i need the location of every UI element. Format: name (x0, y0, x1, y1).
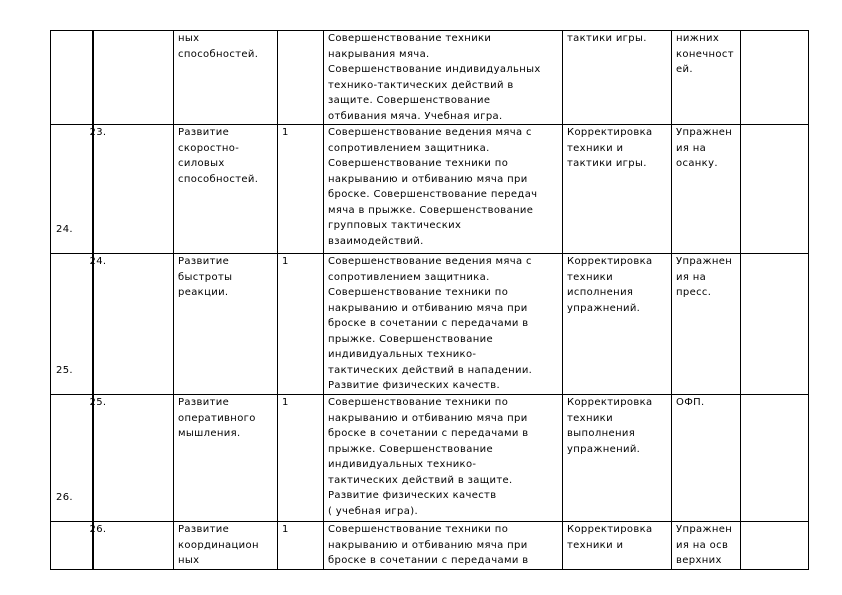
homework-cell: ОФП. (672, 395, 741, 522)
table-row (51, 254, 809, 395)
note-cell (741, 31, 809, 125)
lesson-number-cell (93, 31, 174, 125)
content-cell: Совершенствование техники по накрыванию и отбиванию мяча при броске в сочетании с передачами в прыжке. Совершенствование индивидуальных технико- тактических действий в защите. Развитие физических качеств ( учебная игра). (324, 395, 563, 522)
row-number-cell (51, 395, 93, 522)
lesson-number-cell (89, 522, 174, 570)
row-number-cell (51, 31, 93, 125)
content-cell: Совершенствование ведения мяча с сопротивлением защитника. Совершенствование техники по накрыванию и отбиванию мяча при броске в сочетании с передачами в прыжке. Совершенствование индивидуальных технико- тактических действий в нападении. Развитие физических качеств. (324, 254, 563, 395)
lesson-number: 23. (89, 127, 107, 138)
homework-cell: Упражнен ия на осв верхних (672, 522, 741, 570)
table-row (51, 125, 809, 254)
row-number-cell (51, 125, 93, 254)
hours-cell (278, 31, 324, 125)
lesson-number-cell (89, 395, 174, 522)
hours-cell: 1 (278, 522, 324, 570)
lesson-number: 26. (89, 524, 107, 535)
row-number-cell (51, 254, 93, 395)
content-cell: Совершенствование ведения мяча с сопротивлением защитника. Совершенствование техники по накрыванию и отбиванию мяча при броске. Совершенствование передач мяча в прыжке. Совершенствование групповых тактических взаимодействий. (324, 125, 563, 254)
hours-cell: 1 (278, 395, 324, 522)
lesson-number: 24. (89, 256, 107, 267)
note-cell (741, 125, 809, 254)
correction-cell: тактики игры. (563, 31, 672, 125)
topic-cell: Развитие координацион ных (174, 522, 278, 570)
table-row (51, 31, 809, 125)
topic-cell: Развитие быстроты реакции. (174, 254, 278, 395)
topic-cell: ных способностей. (174, 31, 278, 125)
correction-cell: Корректировка техники исполнения упражнений. (563, 254, 672, 395)
row-number-cell (51, 522, 93, 570)
correction-cell: Корректировка техники и (563, 522, 672, 570)
correction-cell: Корректировка техники и тактики игры. (563, 125, 672, 254)
homework-cell: Упражнен ия на осанку. (672, 125, 741, 254)
row-number: 26. (56, 491, 73, 503)
topic-cell: Развитие оперативного мышления. (174, 395, 278, 522)
row-number: 25. (56, 364, 73, 376)
correction-cell: Корректировка техники выполнения упражнений. (563, 395, 672, 522)
lesson-number-cell (89, 254, 174, 395)
hours-cell: 1 (278, 254, 324, 395)
note-cell (741, 395, 809, 522)
lesson-number-cell (89, 125, 174, 254)
note-cell (741, 254, 809, 395)
content-cell: Совершенствование техники по накрыванию и отбиванию мяча при броске в сочетании с передачами в (324, 522, 563, 570)
table-row (51, 522, 809, 570)
lesson-number: 25. (89, 397, 107, 408)
homework-cell: Упражнен ия на пресс. (672, 254, 741, 395)
topic-cell: Развитие скоростно- силовых способностей. (174, 125, 278, 254)
row-number: 24. (56, 223, 73, 235)
homework-cell: нижних конечност ей. (672, 31, 741, 125)
note-cell (741, 522, 809, 570)
lesson-plan-table (50, 30, 809, 570)
table-row (51, 395, 809, 522)
hours-cell: 1 (278, 125, 324, 254)
content-cell: Совершенствование техники накрывания мяча. Совершенствование индивидуальных технико-тактических действий в защите. Совершенствование отбивания мяча. Учебная игра. (324, 31, 563, 125)
